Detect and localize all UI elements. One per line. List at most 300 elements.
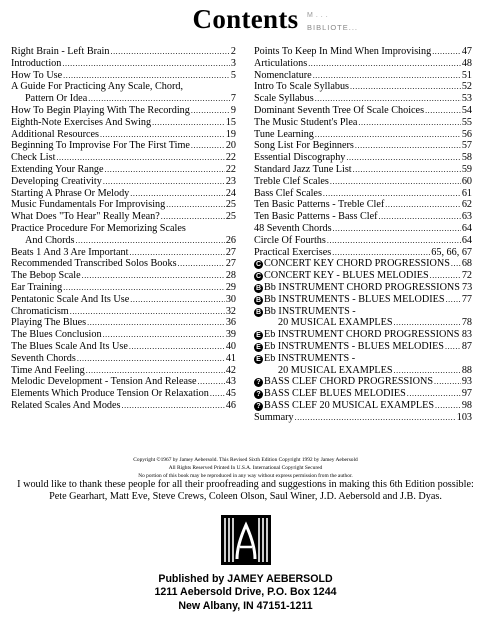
toc-entry (11, 199, 236, 211)
dot-leader (446, 294, 461, 306)
dot-leader (346, 152, 460, 164)
toc-entry-label (11, 365, 85, 377)
toc-entry (254, 294, 472, 306)
toc-entry-page: 63 (461, 211, 472, 223)
acknowledgements (0, 479, 491, 503)
dot-leader (77, 353, 225, 365)
dot-leader (350, 81, 461, 93)
toc-entry-label (254, 388, 406, 400)
dot-leader (86, 365, 225, 377)
dot-leader (70, 306, 225, 318)
thanks-line: I would like to thank these people for all their proofreading and suggestions in making this 6th Edition possible: (17, 479, 474, 490)
toc-entry-page: 32 (225, 305, 236, 317)
toc-entry-page: 72 (461, 270, 472, 282)
toc-entry-label (11, 117, 151, 129)
toc-entry (11, 329, 236, 341)
toc-entry (254, 400, 472, 412)
toc-entry-text: Scale Syllabus (254, 93, 314, 105)
toc-entry-page: 28 (225, 270, 236, 282)
toc-entry (254, 105, 472, 117)
toc-entry-page: 22 (225, 152, 236, 164)
toc-entry-text: Beginning To Improvise For The First Time (11, 140, 190, 152)
toc-left-column (11, 46, 236, 412)
toc-entry-label (11, 235, 75, 247)
toc-entry-page: 46 (225, 399, 236, 411)
toc-entry (254, 270, 472, 282)
dot-leader (295, 412, 456, 424)
toc-entry-page: 103 (456, 411, 472, 423)
toc-entry-page: 58 (461, 152, 472, 164)
toc-entry-label (254, 270, 429, 282)
toc-entry-text: Standard Jazz Tune List (254, 163, 352, 175)
toc-entry-label (11, 376, 197, 388)
toc-entry (254, 117, 472, 129)
toc-entry-label (254, 176, 329, 188)
toc-entry-page: 59 (461, 163, 472, 175)
toc-entry-label (11, 70, 62, 82)
dot-leader (178, 258, 225, 270)
dot-leader (76, 235, 225, 247)
cd-track-icon: E (254, 355, 263, 364)
toc-entry-text: Ten Basic Patterns - Bass Clef (254, 211, 378, 223)
dot-leader (129, 341, 225, 353)
toc-entry-text: Ten Basic Patterns - Treble Clef (254, 199, 385, 211)
toc-entry (254, 365, 472, 377)
toc-right-column (254, 46, 472, 424)
toc-entry-page: 83 (461, 329, 472, 341)
stamp-line-1: M... (307, 12, 331, 19)
toc-entry-text: CONCERT KEY CHORD PROGRESSIONS (264, 258, 450, 270)
toc-entry-label (254, 341, 444, 353)
toc-entry-page: 53 (461, 93, 472, 105)
toc-entry (11, 58, 236, 70)
dot-leader (355, 140, 461, 152)
dot-leader (313, 70, 461, 82)
toc-entry (254, 317, 472, 329)
toc-entry-label (11, 294, 129, 306)
toc-entry-page: 78 (461, 317, 472, 329)
toc-entry-text: Nomenclature (254, 69, 312, 81)
dot-leader (327, 235, 461, 247)
toc-entry (254, 81, 472, 93)
dot-leader (323, 188, 461, 200)
dot-leader (105, 164, 225, 176)
dot-leader (407, 388, 461, 400)
toc-entry-page: 65, 66, 67 (431, 246, 472, 258)
toc-entry-text: Playing The Blues (11, 317, 87, 329)
toc-entry (11, 140, 236, 152)
toc-entry-label (254, 152, 345, 164)
toc-entry-label (11, 270, 81, 282)
cd-track-icon: B (255, 296, 262, 304)
toc-entry-page: 19 (225, 128, 236, 140)
page-title: Contents (192, 4, 299, 34)
toc-entry (11, 270, 236, 282)
toc-entry (254, 70, 472, 82)
toc-entry-text: Pentatonic Scale And Its Use (11, 293, 130, 305)
toc-entry (11, 129, 236, 141)
toc-entry-label (11, 211, 160, 223)
toc-entry-text: Pattern Or Idea (25, 93, 88, 105)
toc-entry-label (11, 306, 69, 318)
toc-entry (11, 93, 236, 105)
dot-leader (315, 93, 461, 105)
toc-entry-label (254, 353, 355, 365)
dot-leader (63, 70, 230, 82)
toc-entry-text: 48 Seventh Chords (254, 222, 332, 234)
toc-entry-label (254, 282, 460, 294)
copyright-line: No portion of this book may be reproduced in any way without express permission from the author. (138, 473, 353, 479)
toc-entry-page: 2 (230, 46, 236, 57)
library-stamp (307, 12, 457, 36)
toc-entry-page: 30 (225, 293, 236, 305)
toc-entry-label (11, 140, 190, 152)
toc-entry-text: Bb INSTRUMENT CHORD PROGRESSIONS (264, 281, 460, 293)
toc-entry-label (254, 317, 393, 329)
toc-entry-page: 25 (225, 199, 236, 211)
toc-entry-text: Music Fundamentals For Improvising (11, 199, 166, 211)
toc-entry-label (254, 129, 314, 141)
dot-leader (434, 376, 461, 388)
toc-entry-label (11, 317, 86, 329)
toc-entry-label (11, 93, 87, 105)
toc-entry-label (254, 70, 312, 82)
toc-entry-page: 47 (461, 46, 472, 57)
toc-entry-text: Introduction (11, 57, 62, 69)
toc-entry-text: Bb INSTRUMENTS - BLUES MELODIES (264, 293, 445, 305)
toc-entry-page: 68 (461, 258, 472, 270)
toc-entry-text: Eb INSTRUMENTS - BLUES MELODIES (264, 340, 444, 352)
toc-entry-text: The Blues Conclusion (11, 329, 102, 341)
toc-entry (254, 282, 472, 294)
toc-entry (11, 341, 236, 353)
toc-entry-page: 52 (461, 81, 472, 93)
thanks-names: Pete Gearhart, Matt Eve, Steve Crews, Coleen Olson, Saul Winer, J.D. Aebersold and J.B. Dyas. (49, 490, 442, 502)
toc-entry-page: 43 (225, 376, 236, 388)
toc-entry-text: Bb INSTRUMENTS - (264, 305, 356, 317)
toc-entry-text: Articulations (254, 57, 308, 69)
dot-leader (152, 117, 225, 129)
toc-entry-page: 73 (461, 281, 473, 293)
copyright-line: All Rights Reserved Printed In U.S.A. International Copyright Secured (168, 465, 323, 471)
cd-track-icon: ? (254, 390, 263, 399)
toc-entry-page: 5 (230, 69, 236, 81)
dot-leader (198, 376, 225, 388)
toc-entry-page: 27 (225, 258, 236, 270)
toc-entry-label (254, 46, 431, 58)
toc-entry-label (254, 93, 314, 105)
toc-entry-text: Tune Learning (254, 128, 314, 140)
toc-entry (11, 164, 236, 176)
toc-entry-text: BASS CLEF CHORD PROGRESSIONS (264, 376, 433, 388)
toc-entry-text: Elements Which Produce Tension Or Relaxation (11, 388, 209, 400)
toc-entry-text: CONCERT KEY - BLUES MELODIES (264, 270, 429, 282)
toc-entry-text: And Chords (25, 234, 75, 246)
dot-leader (161, 211, 225, 223)
toc-entry-label (11, 353, 76, 365)
toc-entry-text: 20 MUSICAL EXAMPLES (278, 364, 393, 376)
toc-entry-text: BASS CLEF 20 MUSICAL EXAMPLES (264, 399, 435, 411)
toc-entry-page: 36 (225, 317, 236, 329)
dot-leader (385, 199, 461, 211)
cd-track-icon: E (254, 343, 263, 352)
toc-entry (254, 376, 472, 388)
toc-entry-page: 7 (230, 93, 236, 105)
toc-entry-text: Practice Procedure For Memorizing Scales (11, 222, 186, 234)
dot-leader (308, 58, 461, 70)
toc-entry-page: 55 (461, 116, 472, 128)
toc-entry (254, 164, 472, 176)
toc-entry-page: 22 (225, 163, 236, 175)
toc-entry (254, 306, 472, 318)
toc-entry (11, 176, 236, 188)
cd-track-icon: C (255, 261, 262, 269)
toc-entry-label (254, 140, 354, 152)
cd-track-icon: ? (254, 402, 263, 411)
toc-entry (11, 388, 236, 400)
toc-entry (254, 388, 472, 400)
toc-entry-page: 56 (461, 128, 472, 140)
cd-track-icon: C (255, 273, 262, 281)
toc-entry-label (11, 105, 190, 117)
toc-entry (11, 70, 236, 82)
toc-entry-label (254, 329, 459, 341)
publisher-address: 1211 Aebersold Drive, P.O. Box 1244 (154, 586, 337, 599)
toc-entry-label (254, 400, 434, 412)
toc-entry-text: Time And Feeling (11, 364, 85, 376)
toc-entry-text: Additional Resources (11, 128, 99, 140)
toc-entry (254, 247, 472, 259)
toc-entry-page: 41 (225, 352, 236, 364)
toc-entry-text: Ear Training (11, 281, 63, 293)
toc-entry-text: How To Use (11, 69, 63, 81)
toc-entry-text: A Guide For Practicing Any Scale, Chord, (11, 81, 184, 93)
toc-entry (254, 353, 472, 365)
dot-leader (62, 58, 230, 70)
toc-entry-text: Dominant Seventh Tree Of Scale Choices (254, 104, 425, 116)
toc-entry-text: Extending Your Range (11, 163, 104, 175)
toc-entry-label (11, 223, 186, 235)
toc-entry-label (11, 152, 55, 164)
dot-leader (103, 329, 225, 341)
toc-entry (254, 58, 472, 70)
toc-entry-page: 40 (225, 340, 236, 352)
toc-entry-page: 62 (461, 199, 472, 211)
toc-entry-text: Seventh Chords (11, 352, 76, 364)
toc-entry-page: 57 (461, 140, 472, 152)
toc-entry (11, 353, 236, 365)
toc-entry-page: 77 (461, 293, 472, 305)
dot-leader (353, 164, 461, 176)
toc-entry-page: 20 (225, 140, 236, 152)
toc-entry-text: Recommended Transcribed Solos Books (11, 258, 177, 270)
toc-entry (11, 400, 236, 412)
toc-entry (11, 317, 236, 329)
toc-entry (11, 247, 236, 259)
toc-entry (254, 223, 472, 235)
dot-leader (87, 317, 225, 329)
toc-entry-label (254, 188, 322, 200)
toc-entry (11, 117, 236, 129)
dot-leader (330, 176, 461, 188)
toc-entry-text: Eb INSTRUMENTS - (264, 352, 356, 364)
toc-entry-label (254, 105, 424, 117)
toc-entry-text: Developing Creativity (11, 175, 102, 187)
toc-entry-label (11, 46, 109, 58)
toc-entry (254, 46, 472, 58)
toc-entry-page: 51 (461, 69, 472, 81)
toc-entry-text: What Does "To Hear" Really Mean? (11, 211, 160, 223)
toc-entry-text: The Bebop Scale (11, 270, 81, 282)
dot-leader (425, 105, 461, 117)
dot-leader (103, 176, 225, 188)
toc-entry (11, 188, 236, 200)
toc-entry-page: 9 (230, 104, 236, 116)
toc-entry-label (11, 329, 102, 341)
toc-entry (11, 365, 236, 377)
toc-entry-label (11, 400, 121, 412)
dot-leader (432, 46, 461, 58)
toc-entry-label (11, 164, 104, 176)
toc-entry-page: 25 (225, 211, 236, 223)
dot-leader (166, 199, 225, 211)
toc-entry (254, 129, 472, 141)
dot-leader (130, 188, 225, 200)
toc-entry (254, 188, 472, 200)
dot-leader (451, 258, 461, 270)
toc-entry-label (254, 376, 433, 388)
dot-leader (191, 105, 230, 117)
toc-entry-label (11, 247, 128, 259)
dot-leader (315, 129, 461, 141)
dot-leader (100, 129, 225, 141)
toc-entry-label (254, 58, 307, 70)
toc-entry-text: Circle Of Fourths (254, 234, 326, 246)
toc-entry-label (254, 199, 384, 211)
toc-entry (254, 235, 472, 247)
toc-entry-text: Eighth-Note Exercises And Swing (11, 116, 152, 128)
dot-leader (445, 341, 461, 353)
toc-entry-page: 45 (225, 388, 236, 400)
toc-entry-label (254, 306, 356, 318)
dot-leader (210, 388, 225, 400)
cd-track-icon: E (254, 331, 263, 340)
cd-track-icon: B (255, 284, 262, 292)
dot-leader (82, 270, 225, 282)
toc-entry-page: 24 (225, 187, 236, 199)
toc-entry-text: Bass Clef Scales (254, 187, 322, 199)
toc-entry (11, 376, 236, 388)
dot-leader (191, 140, 225, 152)
stamp-line-2: BIBLIOTE... (307, 23, 359, 32)
toc-entry (11, 211, 236, 223)
dot-leader (394, 365, 461, 377)
dot-leader (394, 317, 461, 329)
toc-entry-label (11, 282, 62, 294)
toc-entry-page: 15 (225, 116, 236, 128)
dot-leader (129, 247, 224, 259)
toc-entry-text: Check List (11, 152, 56, 164)
toc-entry (254, 412, 472, 424)
toc-entry-page: 60 (461, 175, 472, 187)
toc-entry-text: Related Scales And Modes (11, 399, 121, 411)
toc-entry-label (11, 199, 165, 211)
toc-entry (254, 93, 472, 105)
toc-entry-text: Practical Exercises (254, 246, 332, 258)
toc-entry-label (11, 129, 99, 141)
toc-entry-text: Beats 1 And 3 Are Important (11, 246, 129, 258)
toc-entry-text: Points To Keep In Mind When Improvising (254, 46, 432, 57)
toc-entry-label (11, 258, 177, 270)
toc-entry-text: The Blues Scale And Its Use (11, 340, 128, 352)
toc-entry-text: Eb INSTRUMENT CHORD PROGRESSIONS (264, 329, 460, 341)
toc-entry-text: How To Begin Playing With The Recording (11, 104, 190, 116)
toc-entry-page: 97 (461, 388, 472, 400)
toc-entry (254, 140, 472, 152)
toc-entry-label (254, 365, 393, 377)
toc-entry-page: 29 (225, 281, 236, 293)
toc-entry-text: Right Brain - Left Brain (11, 46, 110, 57)
toc-entry-text: Intro To Scale Syllabus (254, 81, 350, 93)
dot-leader (63, 282, 225, 294)
toc-entry (11, 235, 236, 247)
cd-track-icon: B (255, 308, 262, 316)
toc-entry (11, 81, 236, 93)
toc-entry-page: 54 (461, 104, 472, 116)
toc-entry-text: Starting A Phrase Or Melody (11, 187, 130, 199)
toc-entry-page: 42 (225, 364, 236, 376)
dot-leader (358, 117, 460, 129)
toc-entry (11, 306, 236, 318)
toc-entry-text: 20 MUSICAL EXAMPLES (278, 317, 393, 329)
toc-entry-text: BASS CLEF BLUES MELODIES (264, 388, 406, 400)
toc-entry-page: 98 (461, 399, 472, 411)
dot-leader (379, 211, 461, 223)
toc-entry-label (11, 341, 128, 353)
toc-entry-label (11, 388, 209, 400)
dot-leader (110, 46, 229, 58)
dot-leader (435, 400, 461, 412)
toc-entry-page: 48 (461, 57, 472, 69)
toc-entry-label (254, 258, 450, 270)
toc-entry (11, 258, 236, 270)
toc-entry-text: Chromaticism (11, 305, 69, 317)
toc-entry (254, 258, 472, 270)
dot-leader (430, 270, 461, 282)
dot-leader (56, 152, 224, 164)
toc-entry-text: The Music Student's Plea (254, 116, 358, 128)
copyright-line: Copyright ©1967 by Jamey Aebersold. This Revised Sixth Edition Copyright 1992 by Jamey Aebersold (133, 457, 358, 463)
dot-leader (130, 294, 225, 306)
copyright-notice (0, 456, 491, 480)
logo-letter: A (244, 561, 248, 565)
toc-entry (11, 294, 236, 306)
toc-entry-label (11, 176, 102, 188)
toc-entry-page: 61 (461, 187, 472, 199)
toc-entry-page: 3 (230, 57, 236, 69)
toc-entry-label (11, 58, 61, 70)
toc-entry-page: 93 (461, 376, 472, 388)
toc-entry-label (254, 247, 331, 259)
toc-entry-page: 64 (461, 234, 472, 246)
toc-entry (254, 341, 472, 353)
toc-entry-label (254, 223, 332, 235)
toc-entry-label (11, 188, 129, 200)
toc-entry-label (254, 235, 326, 247)
dot-leader (88, 93, 230, 105)
toc-entry-text: Melodic Development - Tension And Release (11, 376, 197, 388)
toc-entry (11, 46, 236, 58)
